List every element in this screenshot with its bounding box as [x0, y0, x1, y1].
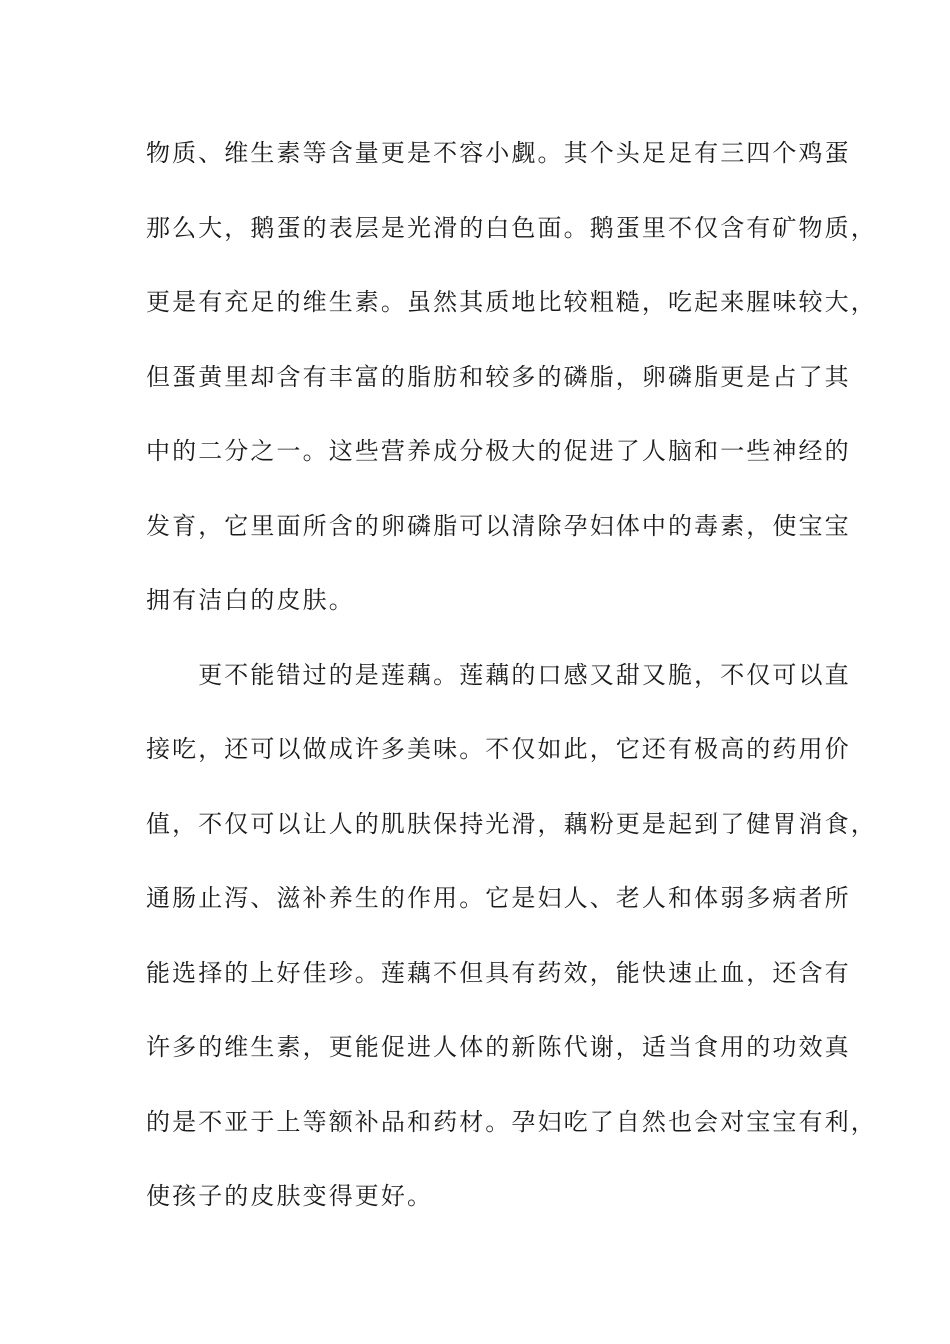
paragraph-lotus-root [146, 648, 877, 1244]
text-line: 使孩子的皮肤变得更好。 [146, 1182, 434, 1210]
text-line: 中的二分之一。这些营养成分极大的促进了人脑和一些神经的 [146, 437, 851, 465]
text-line: 物质、维生素等含量更是不容小觑。其个头足足有三四个鸡蛋 [146, 139, 851, 167]
text-line: 许多的维生素，更能促进人体的新陈代谢，适当食用的功效真 [146, 1033, 851, 1061]
text-line: 但蛋黄里却含有丰富的脂肪和较多的磷脂，卵磷脂更是占了其 [146, 362, 851, 391]
document-body [146, 126, 877, 1244]
text-line: 通肠止泻、滋补养生的作用。它是妇人、老人和体弱多病者所 [146, 884, 851, 912]
text-line: 值，不仅可以让人的肌肤保持光滑，藕粉更是起到了健胃消食， [146, 809, 877, 838]
text-line: 发育，它里面所含的卵磷脂可以清除孕妇体中的毒素，使宝宝 [146, 511, 851, 540]
text-line: 接吃，还可以做成许多美味。不仅如此，它还有极高的药用价 [146, 735, 851, 763]
text-line: 的是不亚于上等额补品和药材。孕妇吃了自然也会对宝宝有利， [146, 1107, 877, 1136]
text-line: 更不能错过的是莲藕。莲藕的口感又甜又脆，不仅可以直 [146, 660, 851, 689]
text-line: 更是有充足的维生素。虽然其质地比较粗糙，吃起来腥味较大， [146, 288, 877, 316]
text-line: 那么大，鹅蛋的表层是光滑的白色面。鹅蛋里不仅含有矿物质， [146, 213, 877, 242]
paragraph-goose-egg [146, 126, 877, 648]
text-line: 能选择的上好佳珍。莲藕不但具有药效，能快速止血，还含有 [146, 958, 851, 987]
text-line: 拥有洁白的皮肤。 [146, 586, 355, 614]
